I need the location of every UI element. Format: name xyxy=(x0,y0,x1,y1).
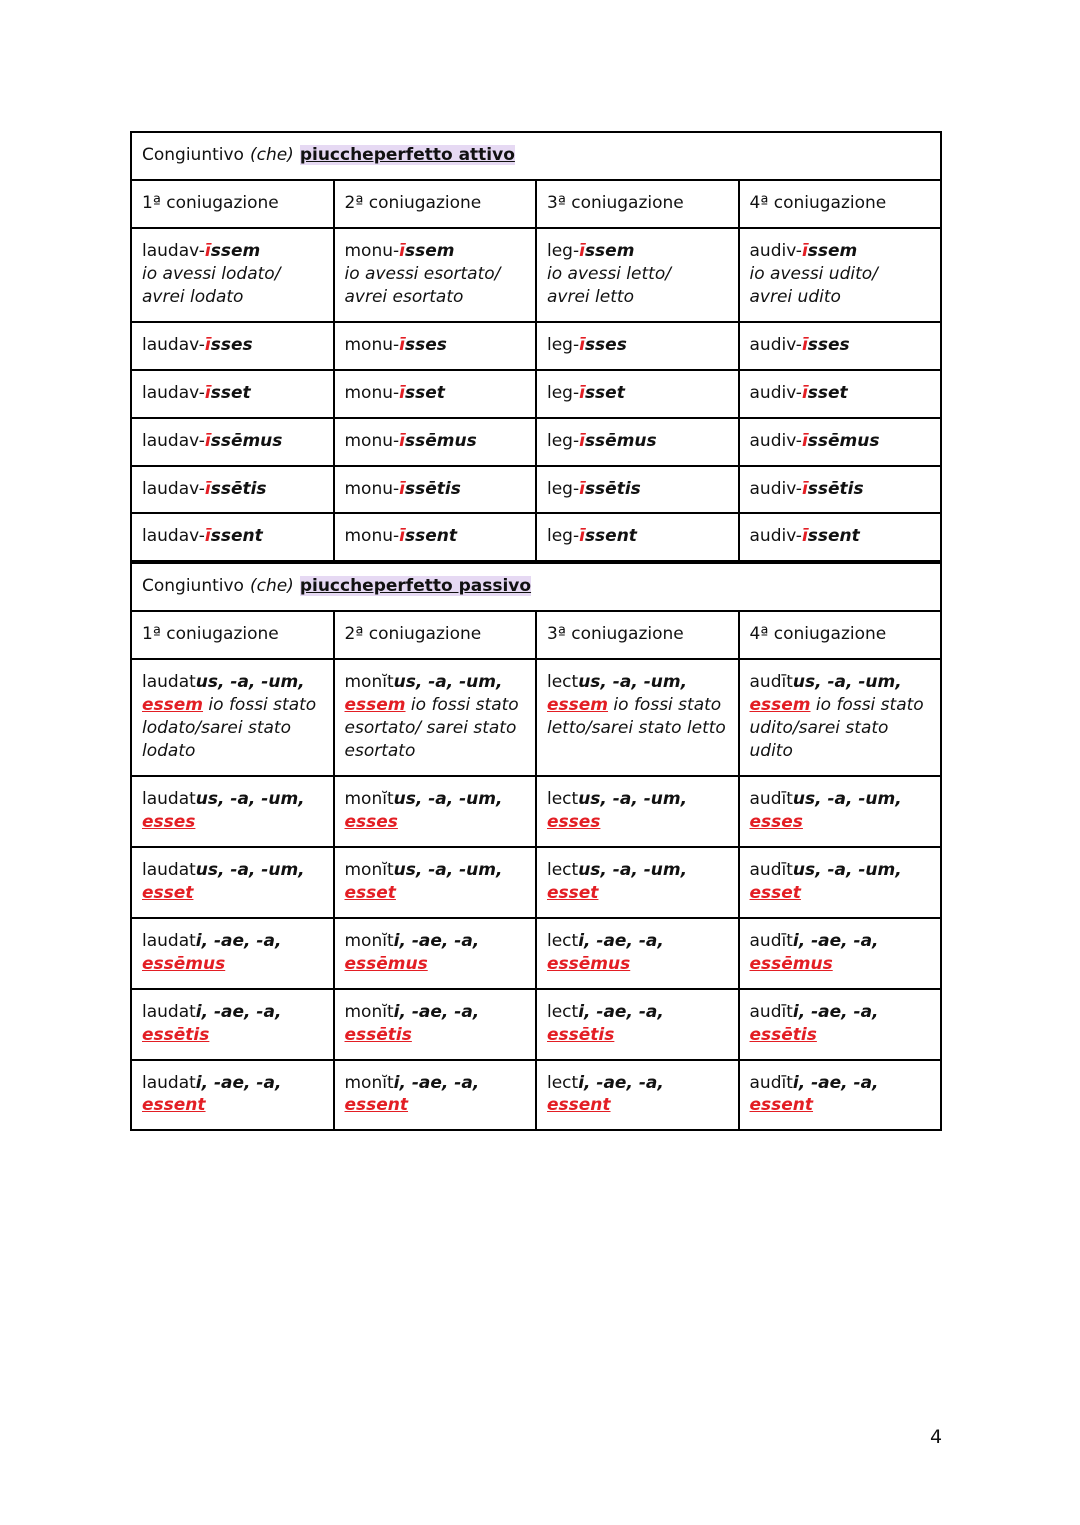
verb-ending-bold: us, -a, -um, xyxy=(195,789,305,809)
verb-ending-bold: us, -a, -um, xyxy=(393,859,503,880)
theme-vowel-red: ī xyxy=(204,334,211,355)
theme-vowel-red: ī xyxy=(801,526,808,547)
theme-vowel-red: ī xyxy=(399,240,405,261)
conjugation-cell xyxy=(131,370,334,418)
conjugation-cell xyxy=(334,989,537,1060)
auxiliary-verb-red: esset xyxy=(142,882,194,903)
verb-stem: monĭt xyxy=(344,672,394,693)
conjugation-cell xyxy=(739,847,942,918)
theme-vowel-red: ī xyxy=(204,478,211,499)
verb-stem: laudav- xyxy=(142,430,205,451)
verb-ending-bold: ssēmus xyxy=(210,430,283,451)
verb-ending-bold: us, -a, -um, xyxy=(578,672,688,693)
verb-stem: monu- xyxy=(344,526,400,547)
translation-text: io avessi esortato/ xyxy=(344,263,501,284)
verb-ending-bold: ssēmus xyxy=(584,430,657,451)
theme-vowel-red: ī xyxy=(579,430,585,451)
auxiliary-verb-red: essent xyxy=(547,1095,611,1116)
verb-stem: monĭt xyxy=(344,930,394,951)
verb-stem: audiv- xyxy=(749,526,802,547)
conjugation-cell xyxy=(739,989,942,1060)
theme-vowel-red: ī xyxy=(801,240,808,261)
verb-stem: monĭt xyxy=(344,1072,394,1093)
auxiliary-verb-red: essēmus xyxy=(142,953,226,974)
verb-stem: audiv- xyxy=(749,430,802,451)
conjugation-cell xyxy=(131,659,334,776)
verb-ending-bold: sset xyxy=(584,382,625,403)
theme-vowel-red: ī xyxy=(801,430,808,451)
conjugation-cell xyxy=(131,847,334,918)
conjugation-cell xyxy=(131,228,334,322)
verb-ending-bold: ssētis xyxy=(807,478,864,499)
conjugation-cell xyxy=(536,847,739,918)
verb-ending-bold: ssem xyxy=(404,240,455,261)
theme-vowel-red: ī xyxy=(399,430,405,451)
auxiliary-verb-red: essētis xyxy=(547,1024,615,1045)
conjugation-row xyxy=(131,418,941,466)
conjugation-cell xyxy=(739,659,942,776)
theme-vowel-red: ī xyxy=(801,334,808,355)
verb-ending-bold: i, -ae, -a, xyxy=(792,930,879,951)
theme-vowel-red: ī xyxy=(204,240,211,261)
conjugation-cell xyxy=(131,989,334,1060)
verb-ending-bold: ssent xyxy=(210,526,263,547)
theme-vowel-red: ī xyxy=(579,334,585,355)
verb-ending-bold: sset xyxy=(807,382,848,403)
title-highlight: piuccheperfetto passivo xyxy=(299,576,532,597)
verb-stem: laudav- xyxy=(142,526,205,547)
verb-ending-bold: i, -ae, -a, xyxy=(578,1001,664,1022)
theme-vowel-red: ī xyxy=(801,382,808,403)
verb-stem: audiv- xyxy=(749,382,802,403)
auxiliary-verb-red: essētis xyxy=(142,1024,210,1045)
verb-stem: monĭt xyxy=(344,789,394,809)
conjugation-cell xyxy=(739,418,942,466)
table-title xyxy=(131,563,941,611)
table-body-passivo xyxy=(131,659,941,1130)
verb-ending-bold: sses xyxy=(210,334,253,355)
conjugation-cell xyxy=(131,466,334,514)
conjugation-cell xyxy=(536,513,739,561)
verb-ending-bold: ssētis xyxy=(210,478,267,499)
title-text: Congiuntivo xyxy=(142,576,244,597)
auxiliary-verb-red: esset xyxy=(547,882,599,903)
verb-stem: monu- xyxy=(344,478,400,499)
verb-stem: audīt xyxy=(749,789,793,809)
auxiliary-verb-red: essem xyxy=(142,695,204,716)
verb-stem: lect xyxy=(547,930,579,951)
auxiliary-verb-red: essēmus xyxy=(344,953,428,974)
title-highlight: piuccheperfetto attivo xyxy=(299,145,515,165)
theme-vowel-red: ī xyxy=(204,382,211,403)
conjugation-cell xyxy=(536,370,739,418)
table-title xyxy=(131,132,941,180)
auxiliary-verb-red: essent xyxy=(344,1095,409,1116)
conjugation-cell xyxy=(334,322,537,370)
conjugation-cell xyxy=(131,418,334,466)
translation-text: io fossi stato udito/sarei stato udito xyxy=(749,695,924,762)
verb-stem: monu- xyxy=(344,382,400,403)
verb-ending-bold: ssem xyxy=(210,240,261,261)
auxiliary-verb-red: essem xyxy=(749,695,811,716)
verb-stem: audiv- xyxy=(749,240,802,261)
verb-stem: lect xyxy=(547,859,579,880)
auxiliary-verb-red: esses xyxy=(344,811,398,832)
verb-stem: audiv- xyxy=(749,334,802,355)
conjugation-cell xyxy=(739,1060,942,1131)
verb-stem: audīt xyxy=(749,672,793,693)
auxiliary-verb-red: esses xyxy=(749,811,803,832)
verb-stem: lect xyxy=(547,672,579,693)
conjugation-row xyxy=(131,466,941,514)
verb-stem: leg- xyxy=(547,382,580,403)
theme-vowel-red: ī xyxy=(801,478,808,499)
conjugation-row xyxy=(131,513,941,561)
translation-text: io fossi stato letto/sarei stato letto xyxy=(547,695,726,739)
conjugation-cell xyxy=(131,776,334,847)
auxiliary-verb-red: essētis xyxy=(344,1024,412,1045)
verb-ending-bold: us, -a, -um, xyxy=(195,672,305,693)
conjugation-cell xyxy=(334,776,537,847)
conjugation-row xyxy=(131,989,941,1060)
conjugation-cell xyxy=(536,659,739,776)
verb-ending-bold: i, -ae, -a, xyxy=(393,930,480,951)
conjugation-cell xyxy=(334,418,537,466)
conjugation-row xyxy=(131,1060,941,1131)
verb-ending-bold: ssēmus xyxy=(404,430,477,451)
translation-text: io fossi stato lodato/sarei stato lodato xyxy=(142,695,317,762)
verb-stem: monĭt xyxy=(344,859,394,880)
auxiliary-verb-red: essem xyxy=(344,695,406,716)
conjugation-cell xyxy=(739,513,942,561)
conjugation-cell xyxy=(739,776,942,847)
conjugation-row xyxy=(131,322,941,370)
verb-stem: laudat xyxy=(142,859,196,880)
verb-stem: audīt xyxy=(749,1001,793,1022)
verb-ending-bold: ssent xyxy=(584,526,637,547)
verb-stem: lect xyxy=(547,1001,579,1022)
verb-ending-bold: us, -a, -um, xyxy=(792,789,902,809)
verb-stem: laudat xyxy=(142,1072,196,1093)
conjugation-cell xyxy=(334,847,537,918)
verb-ending-bold: i, -ae, -a, xyxy=(578,930,664,951)
header-row xyxy=(131,180,941,228)
conjugation-row xyxy=(131,847,941,918)
verb-ending-bold: ssem xyxy=(807,240,858,261)
translation-text: avrei udito xyxy=(749,286,841,307)
verb-ending-bold: i, -ae, -a, xyxy=(792,1072,879,1093)
verb-stem: audīt xyxy=(749,930,793,951)
conjugation-cell xyxy=(334,228,537,322)
auxiliary-verb-red: essent xyxy=(142,1095,206,1116)
verb-ending-bold: i, -ae, -a, xyxy=(195,930,282,951)
theme-vowel-red: ī xyxy=(579,382,585,403)
auxiliary-verb-red: essētis xyxy=(749,1024,817,1045)
conjugation-cell xyxy=(536,322,739,370)
translation-text: avrei esortato xyxy=(344,286,464,307)
conjugation-row xyxy=(131,918,941,989)
conjugation-cell xyxy=(536,776,739,847)
translation-text: io fossi stato esortato/ sarei stato esortato xyxy=(344,695,519,762)
verb-stem: laudav- xyxy=(142,478,205,499)
conjugation-cell xyxy=(334,466,537,514)
verb-stem: laudat xyxy=(142,930,196,951)
verb-stem: audiv- xyxy=(749,478,802,499)
verb-ending-bold: ssent xyxy=(807,526,860,547)
verb-stem: leg- xyxy=(547,334,580,355)
verb-ending-bold: us, -a, -um, xyxy=(578,859,688,880)
translation-text: avrei letto xyxy=(547,286,634,307)
column-header-1: 1ª coniugazione xyxy=(131,180,334,228)
header-row xyxy=(131,611,941,659)
conjugation-cell xyxy=(536,418,739,466)
conjugation-cell xyxy=(334,659,537,776)
verb-ending-bold: i, -ae, -a, xyxy=(195,1001,282,1022)
auxiliary-verb-red: esset xyxy=(749,882,801,903)
table-congiuntivo-piuccheperfetto-attivo xyxy=(130,131,942,562)
conjugation-cell xyxy=(536,228,739,322)
verb-ending-bold: ssēmus xyxy=(807,430,880,451)
auxiliary-verb-red: essem xyxy=(547,695,609,716)
page-number: 4 xyxy=(930,1426,943,1448)
theme-vowel-red: ī xyxy=(579,526,585,547)
conjugation-cell xyxy=(334,918,537,989)
auxiliary-verb-red: esset xyxy=(344,882,396,903)
column-header-4: 4ª coniugazione xyxy=(739,611,942,659)
theme-vowel-red: ī xyxy=(399,478,405,499)
auxiliary-verb-red: essēmus xyxy=(749,953,833,974)
conjugation-cell xyxy=(536,1060,739,1131)
conjugation-cell xyxy=(131,513,334,561)
column-header-3: 3ª coniugazione xyxy=(536,611,739,659)
verb-stem: leg- xyxy=(547,240,580,261)
verb-ending-bold: i, -ae, -a, xyxy=(792,1001,879,1022)
verb-stem: leg- xyxy=(547,430,580,451)
conjugation-cell xyxy=(334,370,537,418)
translation-text: avrei lodato xyxy=(142,286,244,307)
verb-ending-bold: i, -ae, -a, xyxy=(393,1001,480,1022)
conjugation-cell xyxy=(334,1060,537,1131)
conjugation-cell xyxy=(334,513,537,561)
theme-vowel-red: ī xyxy=(579,478,585,499)
verb-stem: laudav- xyxy=(142,334,205,355)
conjugation-row xyxy=(131,776,941,847)
title-text: Congiuntivo xyxy=(142,145,244,165)
verb-ending-bold: ssētis xyxy=(404,478,461,499)
verb-stem: leg- xyxy=(547,478,580,499)
verb-ending-bold: us, -a, -um, xyxy=(393,672,503,693)
verb-stem: monu- xyxy=(344,430,400,451)
conjugation-cell xyxy=(739,322,942,370)
verb-ending-bold: us, -a, -um, xyxy=(393,789,503,809)
verb-ending-bold: us, -a, -um, xyxy=(792,672,902,693)
column-header-4: 4ª coniugazione xyxy=(739,180,942,228)
theme-vowel-red: ī xyxy=(399,334,405,355)
theme-vowel-red: ī xyxy=(399,526,405,547)
conjugation-row xyxy=(131,228,941,322)
column-header-2: 2ª coniugazione xyxy=(334,611,537,659)
verb-ending-bold: ssētis xyxy=(584,478,641,499)
verb-stem: monu- xyxy=(344,334,400,355)
verb-stem: lect xyxy=(547,1072,579,1093)
conjugation-cell xyxy=(739,918,942,989)
column-header-1: 1ª coniugazione xyxy=(131,611,334,659)
conjugation-cell xyxy=(739,370,942,418)
table-title-row xyxy=(131,132,941,180)
conjugation-cell xyxy=(536,466,739,514)
verb-ending-bold: ssem xyxy=(584,240,635,261)
table-title-row xyxy=(131,563,941,611)
column-header-2: 2ª coniugazione xyxy=(334,180,537,228)
document-body xyxy=(130,131,942,1131)
conjugation-cell xyxy=(739,466,942,514)
auxiliary-verb-red: essēmus xyxy=(547,953,631,974)
verb-ending-bold: sset xyxy=(404,382,445,403)
verb-stem: lect xyxy=(547,789,579,809)
theme-vowel-red: ī xyxy=(204,430,211,451)
verb-stem: laudat xyxy=(142,672,196,693)
verb-stem: audīt xyxy=(749,1072,793,1093)
verb-ending-bold: i, -ae, -a, xyxy=(393,1072,480,1093)
theme-vowel-red: ī xyxy=(204,526,211,547)
verb-stem: laudat xyxy=(142,1001,196,1022)
conjugation-row xyxy=(131,659,941,776)
verb-stem: monu- xyxy=(344,240,400,261)
table-body-attivo xyxy=(131,228,941,562)
conjugation-cell xyxy=(131,918,334,989)
verb-ending-bold: sset xyxy=(210,382,251,403)
title-italic-text: (che) xyxy=(249,576,294,597)
conjugation-cell xyxy=(739,228,942,322)
conjugation-row xyxy=(131,370,941,418)
verb-ending-bold: sses xyxy=(807,334,850,355)
verb-ending-bold: ssent xyxy=(404,526,457,547)
verb-stem: audīt xyxy=(749,859,793,880)
verb-stem: laudat xyxy=(142,789,196,809)
title-italic-text: (che) xyxy=(249,145,294,165)
translation-text: io avessi letto/ xyxy=(547,263,671,284)
conjugation-cell xyxy=(131,1060,334,1131)
verb-stem: laudav- xyxy=(142,240,205,261)
verb-ending-bold: sses xyxy=(404,334,447,355)
conjugation-cell xyxy=(131,322,334,370)
translation-text: io avessi lodato/ xyxy=(142,263,281,284)
verb-ending-bold: i, -ae, -a, xyxy=(578,1072,664,1093)
verb-ending-bold: us, -a, -um, xyxy=(792,859,902,880)
theme-vowel-red: ī xyxy=(399,382,405,403)
auxiliary-verb-red: essent xyxy=(749,1095,814,1116)
translation-text: io avessi udito/ xyxy=(749,263,878,284)
verb-ending-bold: sses xyxy=(584,334,627,355)
conjugation-cell xyxy=(536,918,739,989)
verb-stem: laudav- xyxy=(142,382,205,403)
verb-ending-bold: us, -a, -um, xyxy=(195,859,305,880)
auxiliary-verb-red: esses xyxy=(547,811,601,832)
conjugation-cell xyxy=(536,989,739,1060)
verb-ending-bold: i, -ae, -a, xyxy=(195,1072,282,1093)
column-header-3: 3ª coniugazione xyxy=(536,180,739,228)
verb-stem: leg- xyxy=(547,526,580,547)
theme-vowel-red: ī xyxy=(579,240,585,261)
auxiliary-verb-red: esses xyxy=(142,811,196,832)
table-congiuntivo-piuccheperfetto-passivo xyxy=(130,562,942,1131)
verb-stem: monĭt xyxy=(344,1001,394,1022)
verb-ending-bold: us, -a, -um, xyxy=(578,789,688,809)
